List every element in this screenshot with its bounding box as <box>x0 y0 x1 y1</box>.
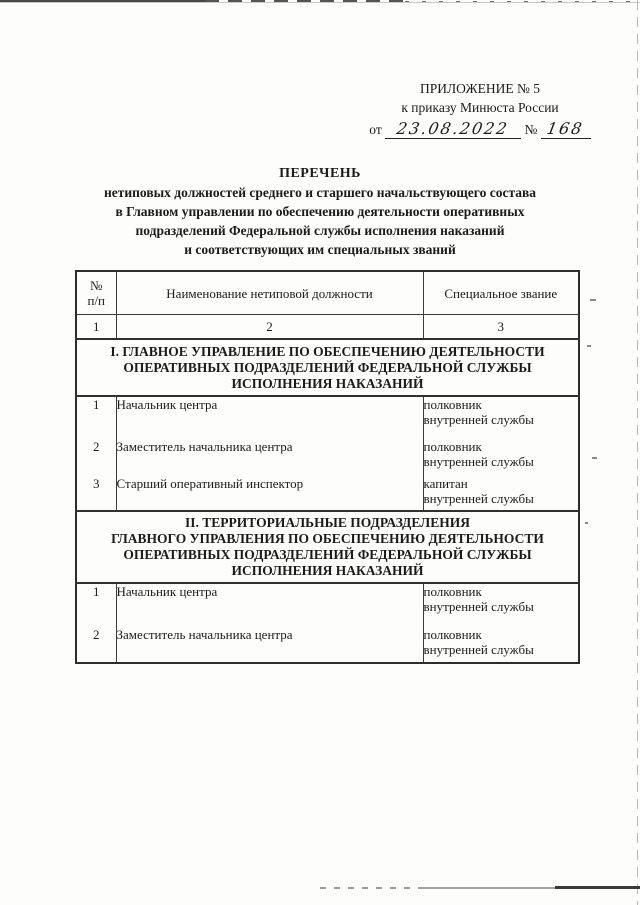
title-line: в Главном управлении по обеспечению деятельности оперативных <box>115 204 525 219</box>
table-row <box>76 627 579 663</box>
scan-artifact-top-edge <box>0 0 205 3</box>
scan-artifact-top-hairline <box>0 2 640 3</box>
section-title-line: II. ТЕРРИТОРИАЛЬНЫЕ ПОДРАЗДЕЛЕНИЯ <box>185 515 470 530</box>
rank-line: полковник <box>423 397 482 412</box>
row-rank <box>423 627 579 663</box>
header-num-line1: № <box>90 278 103 293</box>
section-title-line: ИСПОЛНЕНИЯ НАКАЗАНИЙ <box>231 375 424 391</box>
handwritten-number: 168 <box>545 119 586 138</box>
rank-line: полковник <box>423 627 482 642</box>
scan-artifact-speck <box>587 345 591 347</box>
row-position: Начальник центра <box>116 583 423 627</box>
row-number: 2 <box>76 627 116 663</box>
row-rank <box>423 476 579 511</box>
row-number: 3 <box>76 476 116 511</box>
section-2-header-row <box>76 511 579 583</box>
rank-line: внутренней службы <box>423 454 534 469</box>
section-1-title <box>76 339 579 396</box>
header-cell-number <box>76 271 116 315</box>
column-number: 2 <box>116 315 423 340</box>
date-underline <box>385 118 521 139</box>
column-numbers-row <box>76 315 579 340</box>
row-position: Начальник центра <box>116 396 423 439</box>
number-underline <box>541 118 591 139</box>
row-position: Заместитель начальника центра <box>116 439 423 476</box>
row-number: 1 <box>76 583 116 627</box>
rank-line: внутренней службы <box>423 642 534 657</box>
column-number: 3 <box>423 315 579 340</box>
row-position: Заместитель начальника центра <box>116 627 423 663</box>
table-row <box>76 583 579 627</box>
scan-artifact-top-edge-dots <box>405 1 640 3</box>
row-number: 2 <box>76 439 116 476</box>
appendix-line1: ПРИЛОЖЕНИЕ № 5 <box>419 81 541 96</box>
scan-artifact-speck <box>590 299 596 301</box>
row-rank <box>423 583 579 627</box>
header-cell-rank: Специальное звание <box>423 271 579 315</box>
column-number: 1 <box>76 315 116 340</box>
title-line: нетиповых должностей среднего и старшего начальствующего состава <box>103 185 537 200</box>
scan-artifact-bottom-dashes <box>320 887 420 889</box>
title-line: и соответствующих им специальных званий <box>184 242 456 257</box>
rank-line: внутренней службы <box>423 599 534 614</box>
scan-artifact-right-edge <box>637 0 638 905</box>
section-title-line: ОПЕРАТИВНЫХ ПОДРАЗДЕЛЕНИЙ ФЕДЕРАЛЬНОЙ СЛУЖБЫ <box>123 547 532 562</box>
section-1-header-row <box>76 339 579 396</box>
rank-line: внутренней службы <box>423 412 534 427</box>
header-cell-position: Наименование нетиповой должности <box>116 271 423 315</box>
section-2-title <box>76 511 579 583</box>
scan-artifact-bottom-dark-line <box>555 886 640 889</box>
positions-table <box>75 270 580 664</box>
title-line: ПЕРЕЧЕНЬ <box>279 166 361 181</box>
handwritten-date: 23.08.2022 <box>395 119 511 138</box>
title-line: подразделений Федеральной службы исполнения наказаний <box>135 223 505 238</box>
appendix-line2: к приказу Минюста России <box>401 100 559 115</box>
from-label: от <box>369 122 382 137</box>
row-number: 1 <box>76 396 116 439</box>
row-rank <box>423 396 579 439</box>
section-title-line: ГЛАВНОГО УПРАВЛЕНИЯ ПО ОБЕСПЕЧЕНИЮ ДЕЯТЕЛЬНОСТИ <box>111 531 544 546</box>
table-row <box>76 476 579 511</box>
row-position: Старший оперативный инспектор <box>116 476 423 511</box>
appendix-date-line <box>358 118 602 139</box>
table-row <box>76 396 579 439</box>
document-title <box>40 164 600 259</box>
header-num-line2: п/п <box>87 293 106 308</box>
rank-line: полковник <box>423 584 482 599</box>
rank-line: полковник <box>423 439 482 454</box>
appendix-block <box>358 79 602 139</box>
table-row <box>76 439 579 476</box>
section-title-line: I. ГЛАВНОЕ УПРАВЛЕНИЕ ПО ОБЕСПЕЧЕНИЮ ДЕЯТЕЛЬНОСТИ <box>110 343 545 359</box>
rank-line: капитан <box>423 476 468 491</box>
rank-line: внутренней службы <box>423 491 534 506</box>
scan-artifact-speck <box>592 457 597 459</box>
scan-artifact-speck <box>585 522 588 524</box>
section-title-line: ИСПОЛНЕНИЯ НАКАЗАНИЙ <box>231 563 424 578</box>
scan-artifact-bottom-line <box>420 887 560 889</box>
row-rank <box>423 439 579 476</box>
number-sign: № <box>524 122 538 137</box>
scan-artifact-top-edge-dashes <box>205 0 405 3</box>
table-header-row <box>76 271 579 315</box>
section-title-line: ОПЕРАТИВНЫХ ПОДРАЗДЕЛЕНИЙ ФЕДЕРАЛЬНОЙ СЛУЖБЫ <box>123 359 532 375</box>
